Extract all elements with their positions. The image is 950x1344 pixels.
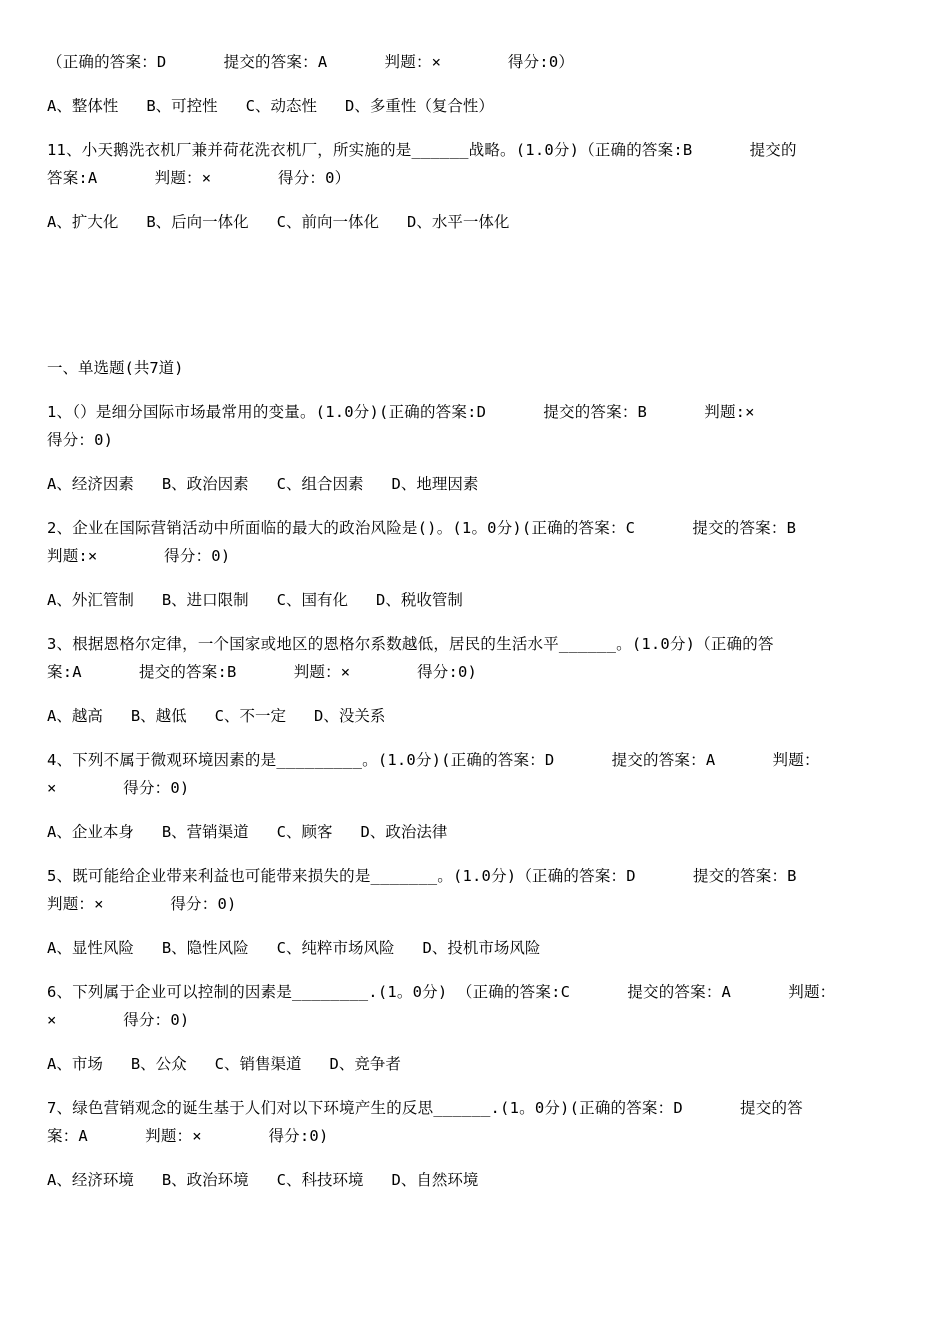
question-text: 5、既可能给企业带来利益也可能带来损失的是_______。(1.0分)（正确的答案：D 提交的答案：B <box>47 867 797 885</box>
question-text: 1、（）是细分国际市场最常用的变量。(1.0分)(正确的答案:D 提交的答案：B 判题:× <box>47 403 755 421</box>
question-options: A、经济环境 B、政治环境 C、科技环境 D、自然环境 <box>47 1171 479 1189</box>
question-text-cont: × 得分：0) <box>47 1011 190 1029</box>
spacer <box>47 252 913 354</box>
prev-options: A、整体性 B、可控性 C、动态性 D、多重性（复合性） <box>47 97 494 115</box>
question-text: 11、小天鹅洗衣机厂兼并荷花洗衣机厂，所实施的是______战略。(1.0分)（正确的答案:B 提交的 <box>47 141 797 159</box>
question-5 <box>47 862 913 962</box>
question-options: A、经济因素 B、政治因素 C、组合因素 D、地理因素 <box>47 475 479 493</box>
question-3 <box>47 630 913 730</box>
question-text-cont: 判题：× 得分：0) <box>47 895 237 913</box>
document-page <box>47 48 913 1210</box>
question-text: 4、下列不属于微观环境因素的是_________。(1.0分)(正确的答案：D 提交的答案：A 判题： <box>47 751 820 769</box>
question-options: A、显性风险 B、隐性风险 C、纯粹市场风险 D、投机市场风险 <box>47 939 541 957</box>
section-title: 一、单选题(共7道) <box>47 359 184 377</box>
question-options: A、越高 B、越低 C、不一定 D、没关系 <box>47 707 386 725</box>
question-4 <box>47 746 913 846</box>
question-text-cont: × 得分：0) <box>47 779 190 797</box>
question-11 <box>47 136 913 236</box>
question-text-cont: 判题:× 得分：0) <box>47 547 231 565</box>
question-text: 3、根据恩格尔定律，一个国家或地区的恩格尔系数越低，居民的生活水平______。(1.0分)（正确的答 <box>47 635 774 653</box>
question-text: 6、下列属于企业可以控制的因素是________.(1。0分) （正确的答案:C 提交的答案：A 判题： <box>47 983 836 1001</box>
question-2 <box>47 514 913 614</box>
question-options: A、市场 B、公众 C、销售渠道 D、竞争者 <box>47 1055 401 1073</box>
question-text: 7、绿色营销观念的诞生基于人们对以下环境产生的反思______.(1。0分)(正确的答案：D 提交的答 <box>47 1099 803 1117</box>
question-options: A、扩大化 B、后向一体化 C、前向一体化 D、水平一体化 <box>47 213 510 231</box>
question-7 <box>47 1094 913 1194</box>
prev-answer-line: （正确的答案：D 提交的答案：A 判题：× 得分:0） <box>47 53 575 71</box>
question-text-cont: 答案:A 判题：× 得分：0） <box>47 169 351 187</box>
question-6 <box>47 978 913 1078</box>
question-text-cont: 案：A 判题：× 得分:0) <box>47 1127 329 1145</box>
question-text: 2、企业在国际营销活动中所面临的最大的政治风险是()。(1。0分)(正确的答案：C 提交的答案：B <box>47 519 797 537</box>
question-options: A、外汇管制 B、进口限制 C、国有化 D、税收管制 <box>47 591 463 609</box>
question-text-cont: 得分：0) <box>47 431 114 449</box>
question-options: A、企业本身 B、营销渠道 C、顾客 D、政治法律 <box>47 823 448 841</box>
question-text-cont: 案:A 提交的答案:B 判题：× 得分:0) <box>47 663 478 681</box>
question-1 <box>47 398 913 498</box>
